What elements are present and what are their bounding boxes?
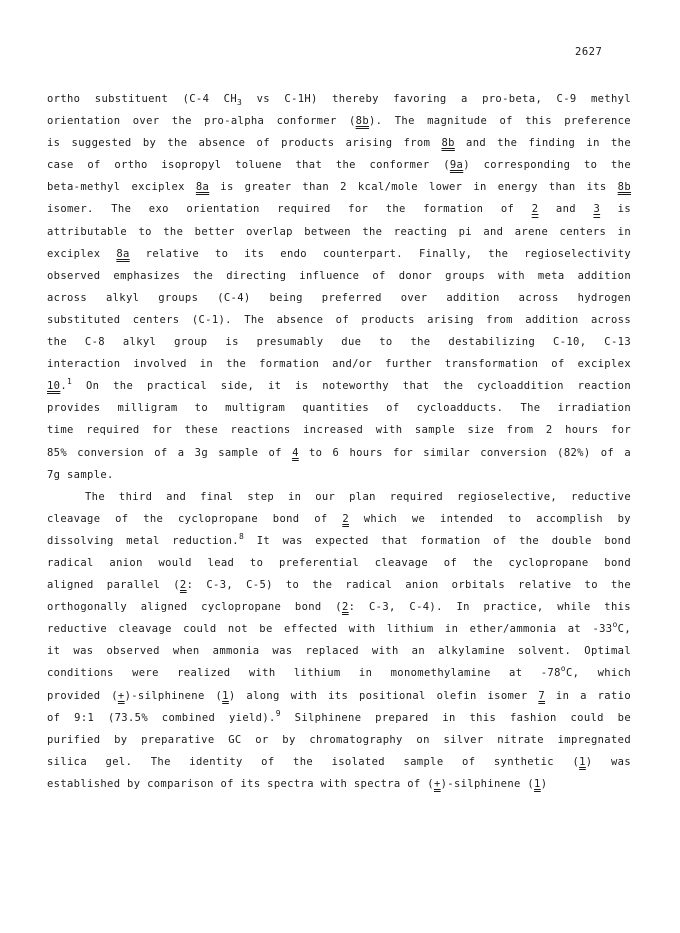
text-run: and bbox=[538, 203, 594, 216]
text-line bbox=[47, 552, 631, 574]
text-run: it was observed when ammonia was replaced with an alkylamine solvent. Optimal bbox=[47, 645, 631, 658]
text-run: : C-3, C-5) to the radical anion orbitals relative to the bbox=[186, 579, 631, 592]
text-line bbox=[47, 154, 631, 176]
paragraph-2 bbox=[47, 486, 631, 795]
text-line bbox=[47, 88, 631, 110]
text-line bbox=[47, 662, 631, 684]
text-run: beta-methyl exciplex bbox=[47, 181, 196, 194]
text-run: case of ortho isopropyl toluene that the conformer ( bbox=[47, 159, 450, 172]
compound-label: 2 bbox=[531, 203, 539, 216]
text-run: aligned parallel ( bbox=[47, 579, 180, 592]
text-run: orthogonally aligned cyclopropane bond ( bbox=[47, 601, 342, 614]
compound-label: 8b bbox=[441, 137, 455, 150]
compound-label: + bbox=[117, 689, 125, 702]
text-run: ) corresponding to the bbox=[463, 159, 631, 172]
compound-label: 8b bbox=[617, 181, 632, 194]
text-run: 7g sample. bbox=[47, 468, 114, 481]
text-run: )-silphinene ( bbox=[440, 777, 535, 790]
subscript: 3 bbox=[237, 98, 243, 107]
text-run: The third and final step in our plan required regioselective, reductive bbox=[85, 490, 631, 503]
text-run: ortho substituent (C-4 CH bbox=[47, 93, 238, 105]
text-run: : C-3, C-4). In practice, while this bbox=[348, 601, 631, 614]
text-line bbox=[47, 464, 631, 486]
compound-label: 1 bbox=[222, 689, 229, 702]
compound-label: 7 bbox=[538, 689, 546, 702]
text-run: the C-8 alkyl group is presumably due to the destabilizing C-10, C-13 bbox=[47, 336, 631, 349]
text-line bbox=[47, 265, 631, 287]
text-run: provided ( bbox=[47, 689, 118, 702]
compound-label: 9a bbox=[449, 159, 464, 172]
text-run: vs C-1H) thereby favoring a pro-beta, C-9 methyl bbox=[242, 93, 632, 105]
text-line bbox=[47, 353, 631, 375]
compound-label: 2 bbox=[341, 601, 349, 614]
text-run: ) bbox=[540, 777, 548, 790]
text-line bbox=[47, 419, 631, 441]
text-run: which we intended to accomplish by bbox=[349, 512, 631, 525]
superscript: 8 bbox=[238, 531, 245, 541]
text-run: relative to its endo counterpart. Finally, the regioselectivity bbox=[129, 247, 631, 260]
text-run: interaction involved in the formation and/or further transformation of exciplex bbox=[47, 358, 631, 371]
compound-label: 3 bbox=[593, 203, 601, 216]
text-line bbox=[47, 685, 631, 707]
text-line bbox=[47, 773, 631, 795]
compound-label: 2 bbox=[342, 512, 349, 525]
text-line bbox=[47, 198, 631, 220]
text-line bbox=[47, 309, 631, 331]
text-line bbox=[47, 530, 631, 552]
text-run: . bbox=[60, 380, 68, 393]
text-run: time required for these reactions increased with sample size from 2 hours for bbox=[47, 424, 631, 437]
compound-label: 2 bbox=[179, 579, 187, 592]
superscript: o bbox=[560, 664, 566, 674]
text-run: Silphinene prepared in this fashion could be bbox=[280, 711, 632, 724]
text-line bbox=[47, 132, 631, 154]
compound-label: + bbox=[433, 777, 441, 790]
text-run: is suggested by the absence of products arising from bbox=[47, 137, 442, 150]
text-line bbox=[47, 442, 631, 464]
text-line bbox=[47, 640, 631, 662]
compound-label: 8a bbox=[195, 181, 210, 194]
text-run: On the practical side, it is noteworthy that the cycloaddition reaction bbox=[72, 380, 631, 393]
text-run: C, bbox=[617, 623, 631, 636]
text-line bbox=[47, 751, 631, 773]
text-line bbox=[47, 508, 631, 530]
compound-label: 8a bbox=[116, 247, 130, 260]
text-run: It was expected that formation of the double bond bbox=[244, 534, 632, 547]
text-line bbox=[47, 729, 631, 751]
text-run: 85% conversion of a 3g sample of bbox=[47, 446, 293, 459]
superscript: 1 bbox=[67, 377, 73, 387]
text-line bbox=[47, 287, 631, 309]
compound-label: 4 bbox=[292, 446, 299, 459]
text-run: )-silphinene ( bbox=[124, 689, 223, 702]
body-text bbox=[47, 88, 631, 795]
text-run: to 6 hours for similar conversion (82%) of a bbox=[298, 446, 631, 459]
text-line bbox=[47, 596, 631, 618]
compound-label: 10 bbox=[47, 380, 61, 393]
text-line bbox=[47, 707, 631, 729]
text-run: orientation over the pro-alpha conformer ( bbox=[47, 115, 356, 128]
page-number: 2627 bbox=[575, 46, 603, 58]
text-run: in a ratio bbox=[545, 689, 631, 702]
text-run: isomer. The exo orientation required for the formation of bbox=[47, 203, 532, 216]
text-run: silica gel. The identity of the isolated sample of synthetic ( bbox=[47, 755, 580, 768]
text-line bbox=[47, 397, 631, 419]
text-run: is bbox=[600, 203, 632, 216]
text-line bbox=[47, 243, 631, 265]
text-run: exciplex bbox=[47, 247, 117, 260]
text-line bbox=[47, 574, 631, 596]
text-run: across alkyl groups (C-4) being preferred over addition across hydrogen bbox=[47, 291, 631, 304]
text-run: attributable to the better overlap between the reacting pi and arene centers in bbox=[47, 225, 631, 238]
text-run: cleavage of the cyclopropane bond of bbox=[47, 512, 343, 525]
superscript: 9 bbox=[275, 708, 281, 718]
text-run: observed emphasizes the directing influence of donor groups with meta addition bbox=[47, 269, 631, 282]
text-run: radical anion would lead to preferential cleavage of the cyclopropane bond bbox=[47, 556, 631, 569]
text-line bbox=[47, 331, 631, 353]
paragraph-1 bbox=[47, 88, 631, 486]
text-run: established by comparison of its spectra with spectra of ( bbox=[47, 777, 434, 790]
text-line bbox=[47, 221, 631, 243]
text-line bbox=[47, 375, 631, 397]
text-run: substituted centers (C-1). The absence of products arising from addition across bbox=[47, 313, 631, 326]
text-run: ) was bbox=[585, 755, 632, 768]
text-run: provides milligram to multigram quantities of cycloadducts. The irradiation bbox=[47, 402, 631, 415]
text-run: and the finding in the bbox=[454, 137, 631, 150]
text-line bbox=[47, 110, 631, 132]
superscript: o bbox=[612, 620, 618, 630]
text-line bbox=[47, 486, 631, 508]
text-line bbox=[47, 176, 631, 198]
text-run: dissolving metal reduction. bbox=[47, 534, 239, 547]
text-run: of 9:1 (73.5% combined yield). bbox=[47, 711, 276, 724]
compound-label: 8b bbox=[355, 115, 370, 128]
text-run: reductive cleavage could not be effected with lithium in ether/ammonia at -33 bbox=[47, 623, 613, 636]
text-line bbox=[47, 618, 631, 640]
text-run: conditions were realized with lithium in monomethylamine at -78 bbox=[47, 667, 561, 680]
text-run: ). The magnitude of this preference bbox=[369, 115, 631, 128]
compound-label: 1 bbox=[579, 755, 586, 768]
text-run: C, which bbox=[565, 667, 631, 680]
text-run: is greater than 2 kcal/mole lower in energy than its bbox=[209, 181, 618, 194]
compound-label: 1 bbox=[534, 777, 541, 790]
text-run: purified by preparative GC or by chromatography on silver nitrate impregnated bbox=[47, 733, 631, 746]
text-run: ) along with its positional olefin isomer bbox=[228, 689, 539, 702]
